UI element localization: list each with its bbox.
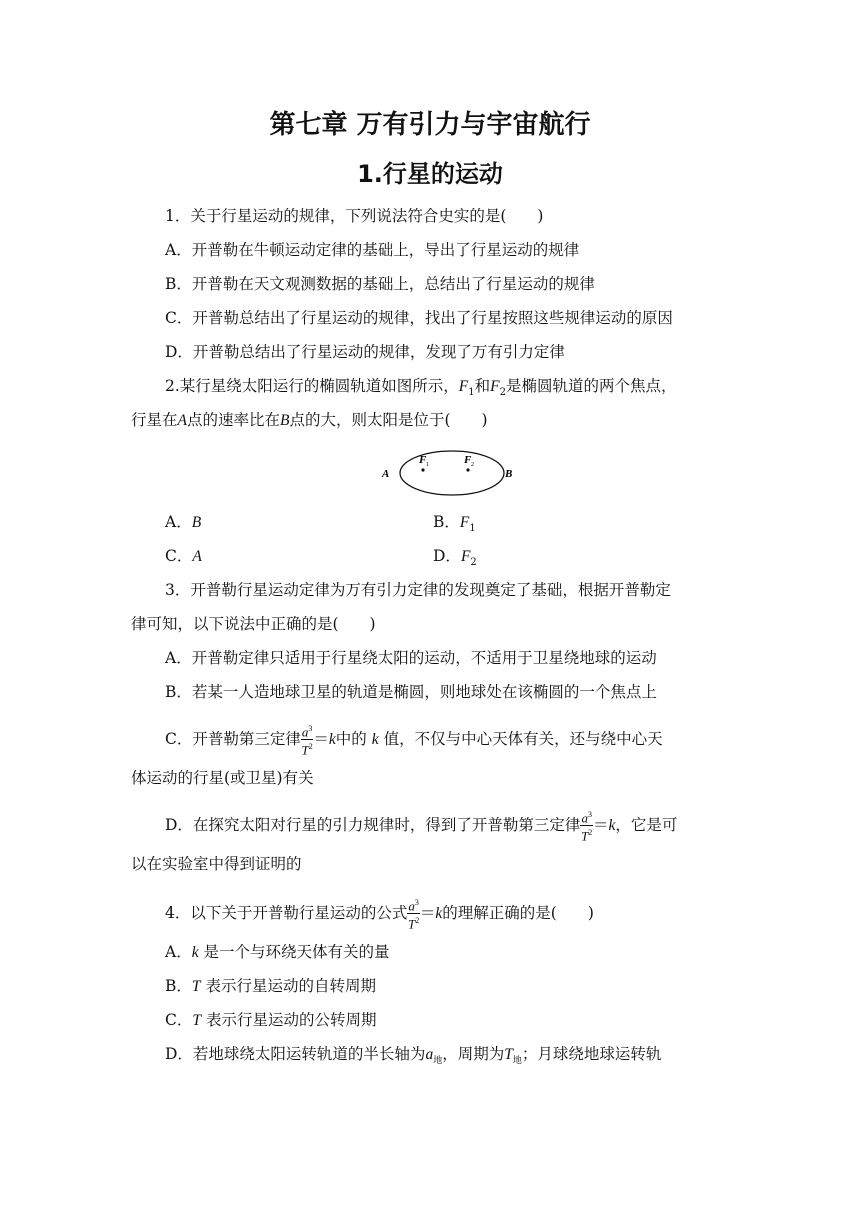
var-t: T (504, 1046, 513, 1063)
option-label: A． (165, 513, 192, 531)
exponent-3: 3 (414, 898, 419, 907)
formula-denominator (407, 914, 420, 931)
kepler-formula (407, 896, 420, 932)
option-label: C． (165, 1011, 193, 1029)
formula-denominator (301, 740, 314, 757)
question-4-option-d (165, 1044, 661, 1071)
stem-text: 点的速率比在 (186, 411, 280, 429)
question-1-option-b: B．开普勒在天文观测数据的基础上，总结出了行星运动的规律 (165, 275, 595, 293)
question-3-stem-line-2: 律可知，以下说法中正确的是( ) (131, 615, 376, 633)
var-a: a (408, 898, 415, 914)
question-2-option-d (433, 546, 477, 573)
option-text: ，它是可 (615, 815, 678, 834)
option-text: 表示行星运动的公转周期 (205, 1011, 377, 1029)
var-t: T (191, 978, 201, 995)
stem-text: 行星在 (131, 411, 178, 429)
focus-f1-dot (421, 468, 424, 471)
option-text: ，周期为 (442, 1045, 505, 1063)
section-title: 1.行星的运动 (357, 160, 503, 188)
var-k: k (371, 730, 379, 748)
formula-denominator (580, 826, 593, 843)
var-t: T (581, 828, 589, 844)
subscript-2: 2 (470, 557, 477, 569)
question-2-option-b (433, 512, 476, 539)
point-a-label: A (382, 468, 390, 480)
var-f: F (459, 514, 470, 531)
option-text: 表示行星运动的自转周期 (205, 977, 376, 995)
subscript-earth: 地 (512, 1056, 522, 1067)
subscript-earth: 地 (433, 1056, 443, 1067)
var-f: F (460, 548, 471, 565)
question-1-option-c: C．开普勒总结出了行星运动的规律，找出了行星按照这些规律运动的原因 (165, 309, 673, 327)
chapter-title: 第七章 万有引力与宇宙航行 (269, 110, 591, 140)
option-label: C． (165, 547, 193, 565)
question-1-option-d: D．开普勒总结出了行星运动的规律，发现了万有引力定律 (165, 343, 565, 361)
exponent-2: 2 (308, 742, 313, 752)
var-t: T (301, 742, 309, 758)
focus-f2-label: F (464, 454, 472, 466)
stem-text: 点的大，则太阳是位于( ) (289, 411, 488, 429)
question-3-stem-line-1: 3．开普勒行星运动定律为万有引力定律的发现奠定了基础，根据开普勒定 (165, 581, 671, 599)
kepler-formula (580, 808, 593, 844)
var-k: k (191, 944, 199, 961)
question-4-option-b (165, 976, 376, 997)
exponent-2: 2 (588, 828, 593, 838)
stem-text: 的理解正确的是( ) (442, 903, 594, 922)
ellipse-orbit (400, 451, 504, 495)
question-3-option-d-line-2: 以在实验室中得到证明的 (131, 855, 302, 873)
question-1-option-a: A．开普勒在牛顿运动定律的基础上，导出了行星运动的规律 (165, 241, 580, 259)
equals-sign: ＝ (419, 903, 436, 922)
option-text: ；月球绕地球运转轨 (521, 1045, 662, 1063)
stem-text: 2.某行星绕太阳运行的椭圆轨道如图所示， (165, 377, 459, 395)
question-3-option-c-line-2: 体运动的行星(或卫星)有关 (131, 769, 314, 787)
question-3-option-d-line-1 (165, 808, 677, 844)
question-1-stem: 1．关于行星运动的规律，下列说法符合史实的是( ) (165, 207, 544, 225)
option-label: B． (433, 513, 460, 531)
equals-sign: ＝ (592, 815, 609, 834)
subscript-1: 1 (469, 523, 476, 535)
stem-text: 4．以下关于开普勒行星运动的公式 (165, 903, 408, 922)
question-3-option-b: B．若某一人造地球卫星的轨道是椭圆，则地球处在该椭圆的一个焦点上 (165, 683, 657, 701)
focus-f2-dot (466, 468, 469, 471)
question-3-option-a: A．开普勒定律只适用于行星绕太阳的运动，不适用于卫星绕地球的运动 (165, 649, 657, 667)
stem-text: 是椭圆轨道的两个焦点， (506, 377, 677, 395)
option-label: B． (165, 977, 192, 995)
formula-numerator (580, 808, 593, 826)
var-k: k (328, 730, 336, 748)
option-text: 是一个与环绕天体有关的量 (203, 943, 390, 961)
option-text: D．若地球绕太阳运转轨道的半长轴为 (165, 1045, 426, 1063)
question-4-stem (165, 896, 594, 932)
formula-numerator (301, 722, 314, 740)
equals-sign: ＝ (313, 729, 329, 748)
var-k: k (435, 904, 443, 922)
option-text: C．开普勒第三定律 (165, 729, 301, 748)
option-label: A． (165, 943, 192, 961)
exponent-2: 2 (415, 916, 420, 926)
subscript-2: 2 (499, 387, 506, 399)
question-2-stem-line-2 (131, 410, 488, 431)
option-text: D．在探究太阳对行星的引力规律时，得到了开普勒第三定律 (165, 815, 581, 834)
var-t: T (192, 1012, 201, 1029)
stem-text: 和 (474, 377, 491, 395)
var-t: T (408, 916, 416, 932)
var-k: k (608, 816, 616, 834)
focus-f1-subscript: 1 (426, 462, 429, 468)
var-a: A (192, 548, 202, 565)
question-2-stem-line-1 (165, 376, 677, 403)
var-a: a (301, 724, 309, 740)
var-a: a (425, 1046, 434, 1063)
var-b: B (280, 412, 290, 429)
var-b: B (191, 514, 202, 531)
question-3-option-c-line-1 (165, 722, 663, 758)
var-f: F (490, 378, 500, 395)
option-text: 中的 (335, 729, 367, 748)
exponent-3: 3 (587, 810, 592, 819)
var-f: F (458, 378, 469, 395)
var-a: a (581, 810, 588, 826)
orbit-ellipse-figure (378, 447, 518, 499)
point-b-label: B (505, 468, 513, 480)
kepler-formula (301, 722, 314, 758)
formula-numerator (407, 896, 420, 914)
subscript-1: 1 (468, 387, 475, 399)
question-2-option-c (165, 546, 202, 567)
option-label: D． (433, 547, 461, 565)
option-text: 值，不仅与中心天体有关，还与绕中心天 (383, 729, 663, 748)
question-2-option-a (165, 512, 201, 533)
var-a: A (177, 412, 187, 429)
question-4-option-a (165, 942, 390, 963)
focus-f2-subscript: 2 (471, 462, 474, 468)
question-4-option-c (165, 1010, 376, 1031)
focus-f1-label: F (419, 454, 427, 466)
exponent-3: 3 (308, 724, 313, 733)
